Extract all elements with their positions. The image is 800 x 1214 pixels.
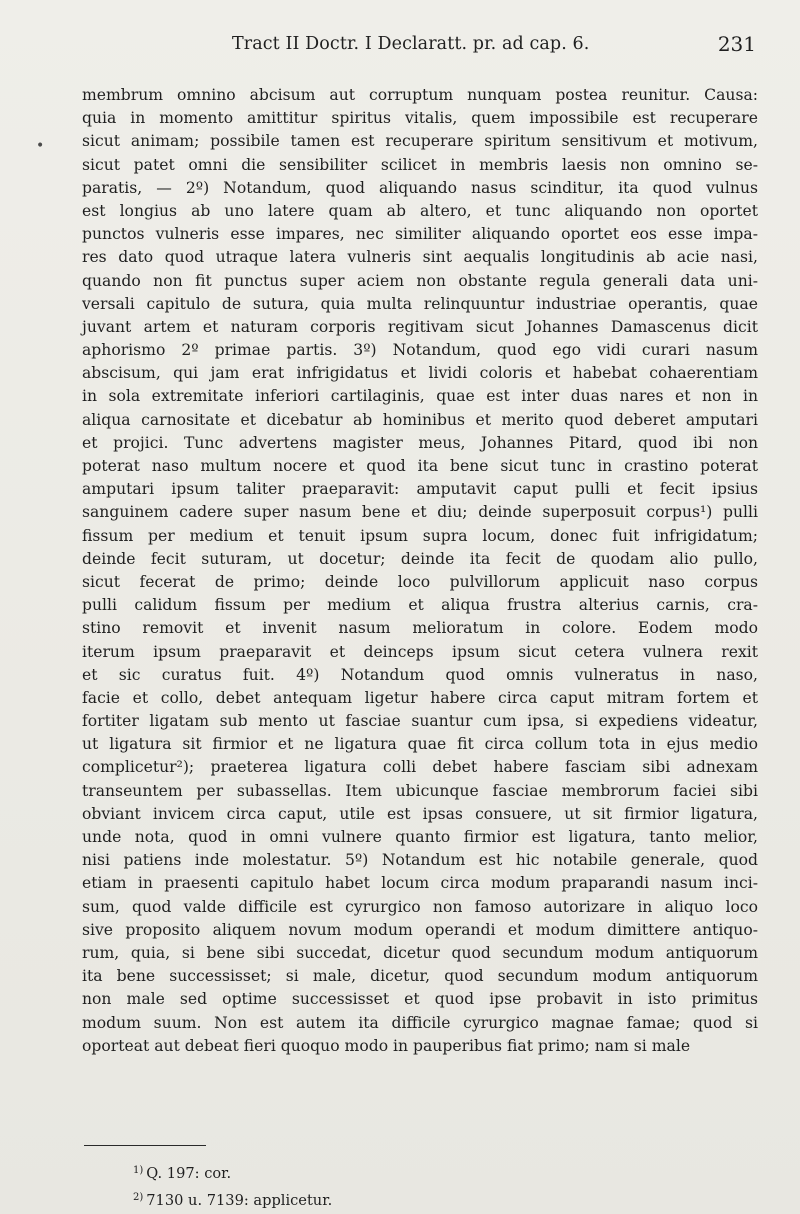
margin-mark: • [36,138,45,154]
text-line: versali capitulo de sutura, quia multa relinquuntur industriae operantis, quae [82,294,758,313]
text-line: stino removit et invenit nasum melioratum in colore. Eodem modo [82,619,758,638]
text-line: punctos vulneris esse impares, nec similiter aliquando oportet eos esse impa- [82,225,758,244]
footnote-marker: 1) [133,1165,144,1176]
text-line: quando non fit punctus super aciem non obstante regula generali data uni- [82,271,758,290]
footnote [133,1186,332,1213]
footnote-rule [84,1145,206,1146]
text-line: sive proposito aliquem novum modum operandi et modum dimittere antiquo- [82,920,758,939]
text-line: fortiter ligatam sub mento ut fasciae suantur cum ipsa, si expediens videatur, [82,712,758,731]
text-line: facie et collo, debet antequam ligetur habere circa caput mitram fortem et [82,688,758,707]
text-line: transeuntem per subassellas. Item ubicunque fasciae membrorum faciei sibi [82,781,758,800]
text-line: et projici. Tunc advertens magister meus, Johannes Pitard, quod ibi non [82,433,758,452]
text-line: quia in momento amittitur spiritus vitalis, quem impossibile est recuperare [82,109,758,128]
text-line: sicut animam; possibile tamen est recuperare spiritum sensitivum et motivum, [82,132,758,151]
text-line: oporteat aut debeat fieri quoquo modo in pauperibus fiat primo; nam si male [82,1036,691,1055]
text-line: membrum omnino abcisum aut corruptum nunquam postea reunitur. Causa: [82,86,758,104]
footnotes [133,1159,332,1213]
page-header [0,34,800,60]
text-line: abscisum, qui jam erat infrigidatus et lividi coloris et habebat cohaerentiam [82,364,758,383]
bleed-through [470,1105,474,1121]
body-text [82,84,758,1058]
text-line: ita bene successisset; si male, dicetur, quod secundum modum antiquorum [82,967,758,986]
text-line: paratis, — 2º) Notandum, quod aliquando nasus scinditur, ita quod vulnus [82,178,758,197]
footnote-text: Q. 197: cor. [146,1165,232,1182]
text-line: sanguinem cadere super nasum bene et diu; deinde superposuit corpus¹) pulli [82,503,758,522]
text-line: sicut fecerat de primo; deinde loco pulvillorum applicuit naso corpus [82,572,758,591]
footnote-marker: 2) [133,1192,144,1203]
text-line: modum suum. Non est autem ita difficile cyrurgico magnae famae; quod si [82,1013,758,1032]
footnote [133,1159,332,1186]
text-line: iterum ipsum praeparavit et deinceps ipsum sicut cetera vulnera rexit [82,642,758,661]
running-head: Tract II Doctr. I Declaratt. pr. ad cap. 6. [232,34,590,54]
text-line: ut ligatura sit firmior et ne ligatura quae fit circa collum tota in ejus medio [82,735,758,754]
text-line: non male sed optime successisset et quod ipse probavit in isto primitus [82,990,758,1009]
text-line: pulli calidum fissum per medium et aliqua frustra alterius carnis, cra- [82,596,758,615]
text-line: in sola extremitate inferiori cartilaginis, quae est inter duas nares et non in [82,387,758,406]
text-line: sicut patet omni die sensibiliter scilicet in membris laesis non omnino se- [82,155,758,174]
text-line: res dato quod utraque latera vulneris sint aequalis longitudinis ab acie nasi, [82,248,758,267]
text-line: etiam in praesenti capitulo habet locum circa modum praparandi nasum inci- [82,874,758,893]
text-line: poterat naso multum nocere et quod ita bene sicut tunc in crastino poterat [82,457,758,475]
text-line: fissum per medium et tenuit ipsum supra locum, donec fuit infrigidatum; [82,526,758,545]
text-line: obviant invicem circa caput, utile est ipsas consuere, ut sit firmior ligatura, [82,804,758,823]
text-line: complicetur²); praeterea ligatura colli debet habere fasciam sibi adnexam [82,758,758,777]
text-line: aphorismo 2º primae partis. 3º) Notandum, quod ego vidi curari nasum [82,341,758,360]
text-line: sum, quod valde difficile est cyrurgico non famoso autorizare in aliquo loco [82,897,758,916]
text-line: aliqua carnositate et dicebatur ab hominibus et merito quod deberet amputari [82,410,758,429]
text-line: amputari ipsum taliter praeparavit: amputavit caput pulli et fecit ipsius [82,480,758,499]
page-number: 231 [717,32,756,56]
footnote-text: 7130 u. 7139: applicetur. [146,1192,333,1209]
text-line: nisi patiens inde molestatur. 5º) Notandum est hic notabile generale, quod [82,851,758,870]
text-line: unde nota, quod in omni vulnere quanto firmior est ligatura, tanto melior, [82,828,758,846]
text-line: juvant artem et naturam corporis regitivam sicut Johannes Damascenus dicit [82,317,758,336]
text-line: est longius ab uno latere quam ab altero, et tunc aliquando non oportet [82,201,758,220]
text-line: et sic curatus fuit. 4º) Notandum quod omnis vulneratus in naso, [82,665,758,684]
text-line: rum, quia, si bene sibi succedat, dicetur quod secundum modum antiquorum [82,943,758,962]
text-line: deinde fecit suturam, ut docetur; deinde ita fecit de quodam alio pullo, [82,549,758,568]
